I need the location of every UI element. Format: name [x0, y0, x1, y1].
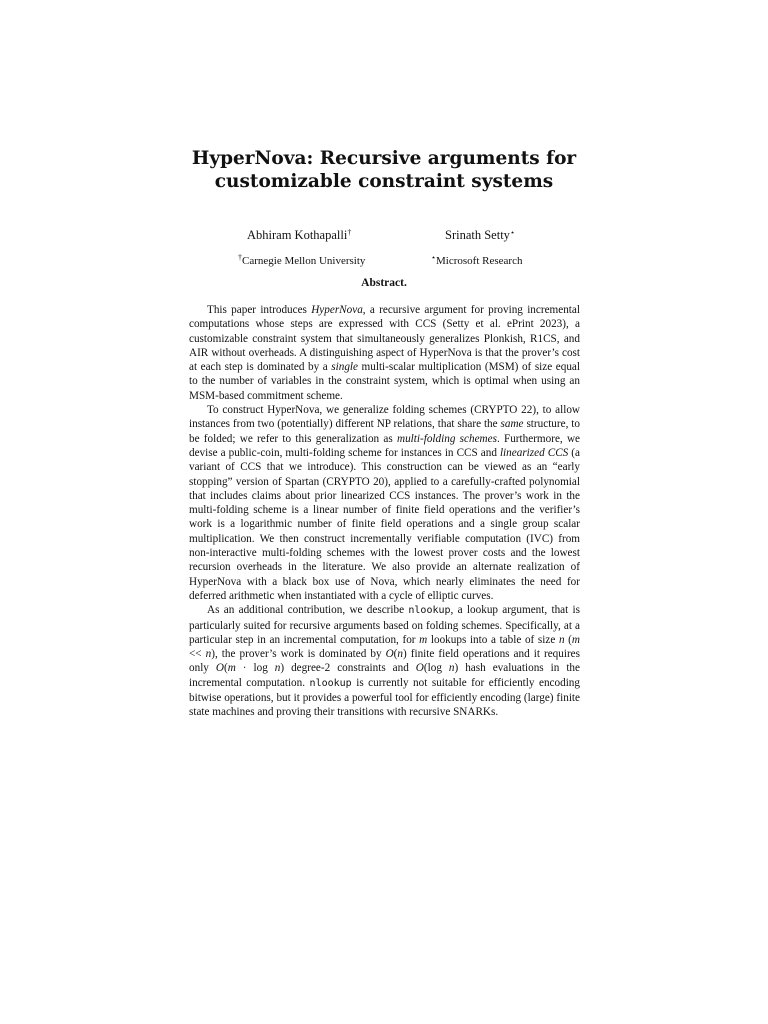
abstract-paragraph-1: This paper introduces HyperNova, a recursive argument for proving incremental computations whose steps are expressed with CCS (Setty et al. ePrint 2023), a customizable constraint system that simultaneously generalizes Plonkish, R1CS, and AIR without overheads. A distinguishing aspect of HyperNova is that the prover’s cost at each step is dominated by a single multi-scalar multiplication (MSM) of size equal to the number of variables in the constraint system, which is optimal when using an MSM-based commitment scheme. — [189, 304, 580, 402]
emphasis-text: n — [558, 633, 565, 646]
abstract-body — [189, 303, 580, 720]
emphasis-text: same — [500, 418, 524, 431]
emphasis-text: n — [397, 648, 403, 661]
emphasis-text: n — [448, 662, 455, 675]
abstract-paragraph-2: To construct HyperNova, we generalize folding schemes (CRYPTO 22), to allow instances from two (potentially) different NP relations, that share the same structure, to be folded; we refer to this generalization as multi-folding schemes. Furthermore, we devise a public-coin, multi-folding scheme for instances in CCS and linearized CCS (a variant of CCS that we introduce). This construction can be viewed as an “early stopping” version of Spartan (CRYPTO 20), applied to a carefully-crafted polynomial that includes claims about prior linearized CCS instances. The prover’s work in the multi-folding scheme is a linear number of finite field operations and the verifier’s work is a logarithmic number of finite field operations and a single group scalar multiplication. We then construct incrementally verifiable computation (IVC) from non-interactive multi-folding schemes with the lowest prover costs and the lowest recursion overheads in the literature. We also provide an alternate realization of HyperNova with a black box use of Nova, which nearly eliminates the need for deferred arithmetic when instantiated with a cycle of elliptic curves. — [189, 404, 581, 602]
emphasis-text: linearized CCS — [499, 446, 569, 459]
author-name: Abhiram Kothapalli — [247, 228, 348, 242]
abstract-paragraph-3: As an additional contribution, we describe nlookup, a lookup argument, that is particularly suited for recursive arguments based on folding schemes. Specifically, at a particular step in an incremental computation, for m lookups into a table of size n (m << n), the prover’s work is dominated by O(n) finite field operations and it requires only O(m · log n) degree-2 constraints and O(log n) hash evaluations in the incremental computation. nlookup is currently not suitable for efficiently encoding bitwise operations, but it provides a powerful tool for efficiently encoding (large) finite state machines and proving their transitions with recursive SNARKs. — [189, 604, 581, 719]
title-line-1: HyperNova: Recursive arguments for — [191, 148, 577, 169]
affiliation-microsoft — [431, 254, 522, 268]
emphasis-text: HyperNova — [311, 304, 363, 316]
emphasis-text: m — [571, 633, 580, 646]
affiliation-cmu — [238, 254, 365, 268]
author-mark: ⋆ — [509, 228, 515, 237]
emphasis-text: multi-folding schemes — [396, 432, 497, 445]
paper-title — [0, 147, 768, 193]
affiliation-name: Microsoft Research — [436, 255, 523, 267]
author-name: Srinath Setty — [445, 228, 510, 242]
author-setty — [445, 227, 515, 243]
emphasis-text: n — [205, 648, 212, 661]
affiliation-mark: † — [238, 253, 242, 262]
emphasis-text: m — [419, 633, 428, 646]
author-mark: † — [347, 228, 352, 237]
emphasis-text: m — [227, 662, 236, 675]
affiliation-name: Carnegie Mellon University — [242, 255, 366, 267]
affiliation-mark: ⋆ — [431, 253, 437, 262]
author-kothapalli — [247, 227, 351, 243]
emphasis-text: n — [274, 662, 281, 675]
emphasis-text: O — [215, 662, 224, 675]
code-term: nlookup — [408, 605, 451, 617]
title-line-2: customizable constraint systems — [214, 171, 554, 192]
abstract-heading: Abstract. — [361, 277, 407, 289]
code-term: nlookup — [309, 677, 352, 689]
emphasis-text: single — [331, 361, 358, 374]
emphasis-text: O — [415, 662, 424, 675]
emphasis-text: O — [385, 648, 394, 661]
